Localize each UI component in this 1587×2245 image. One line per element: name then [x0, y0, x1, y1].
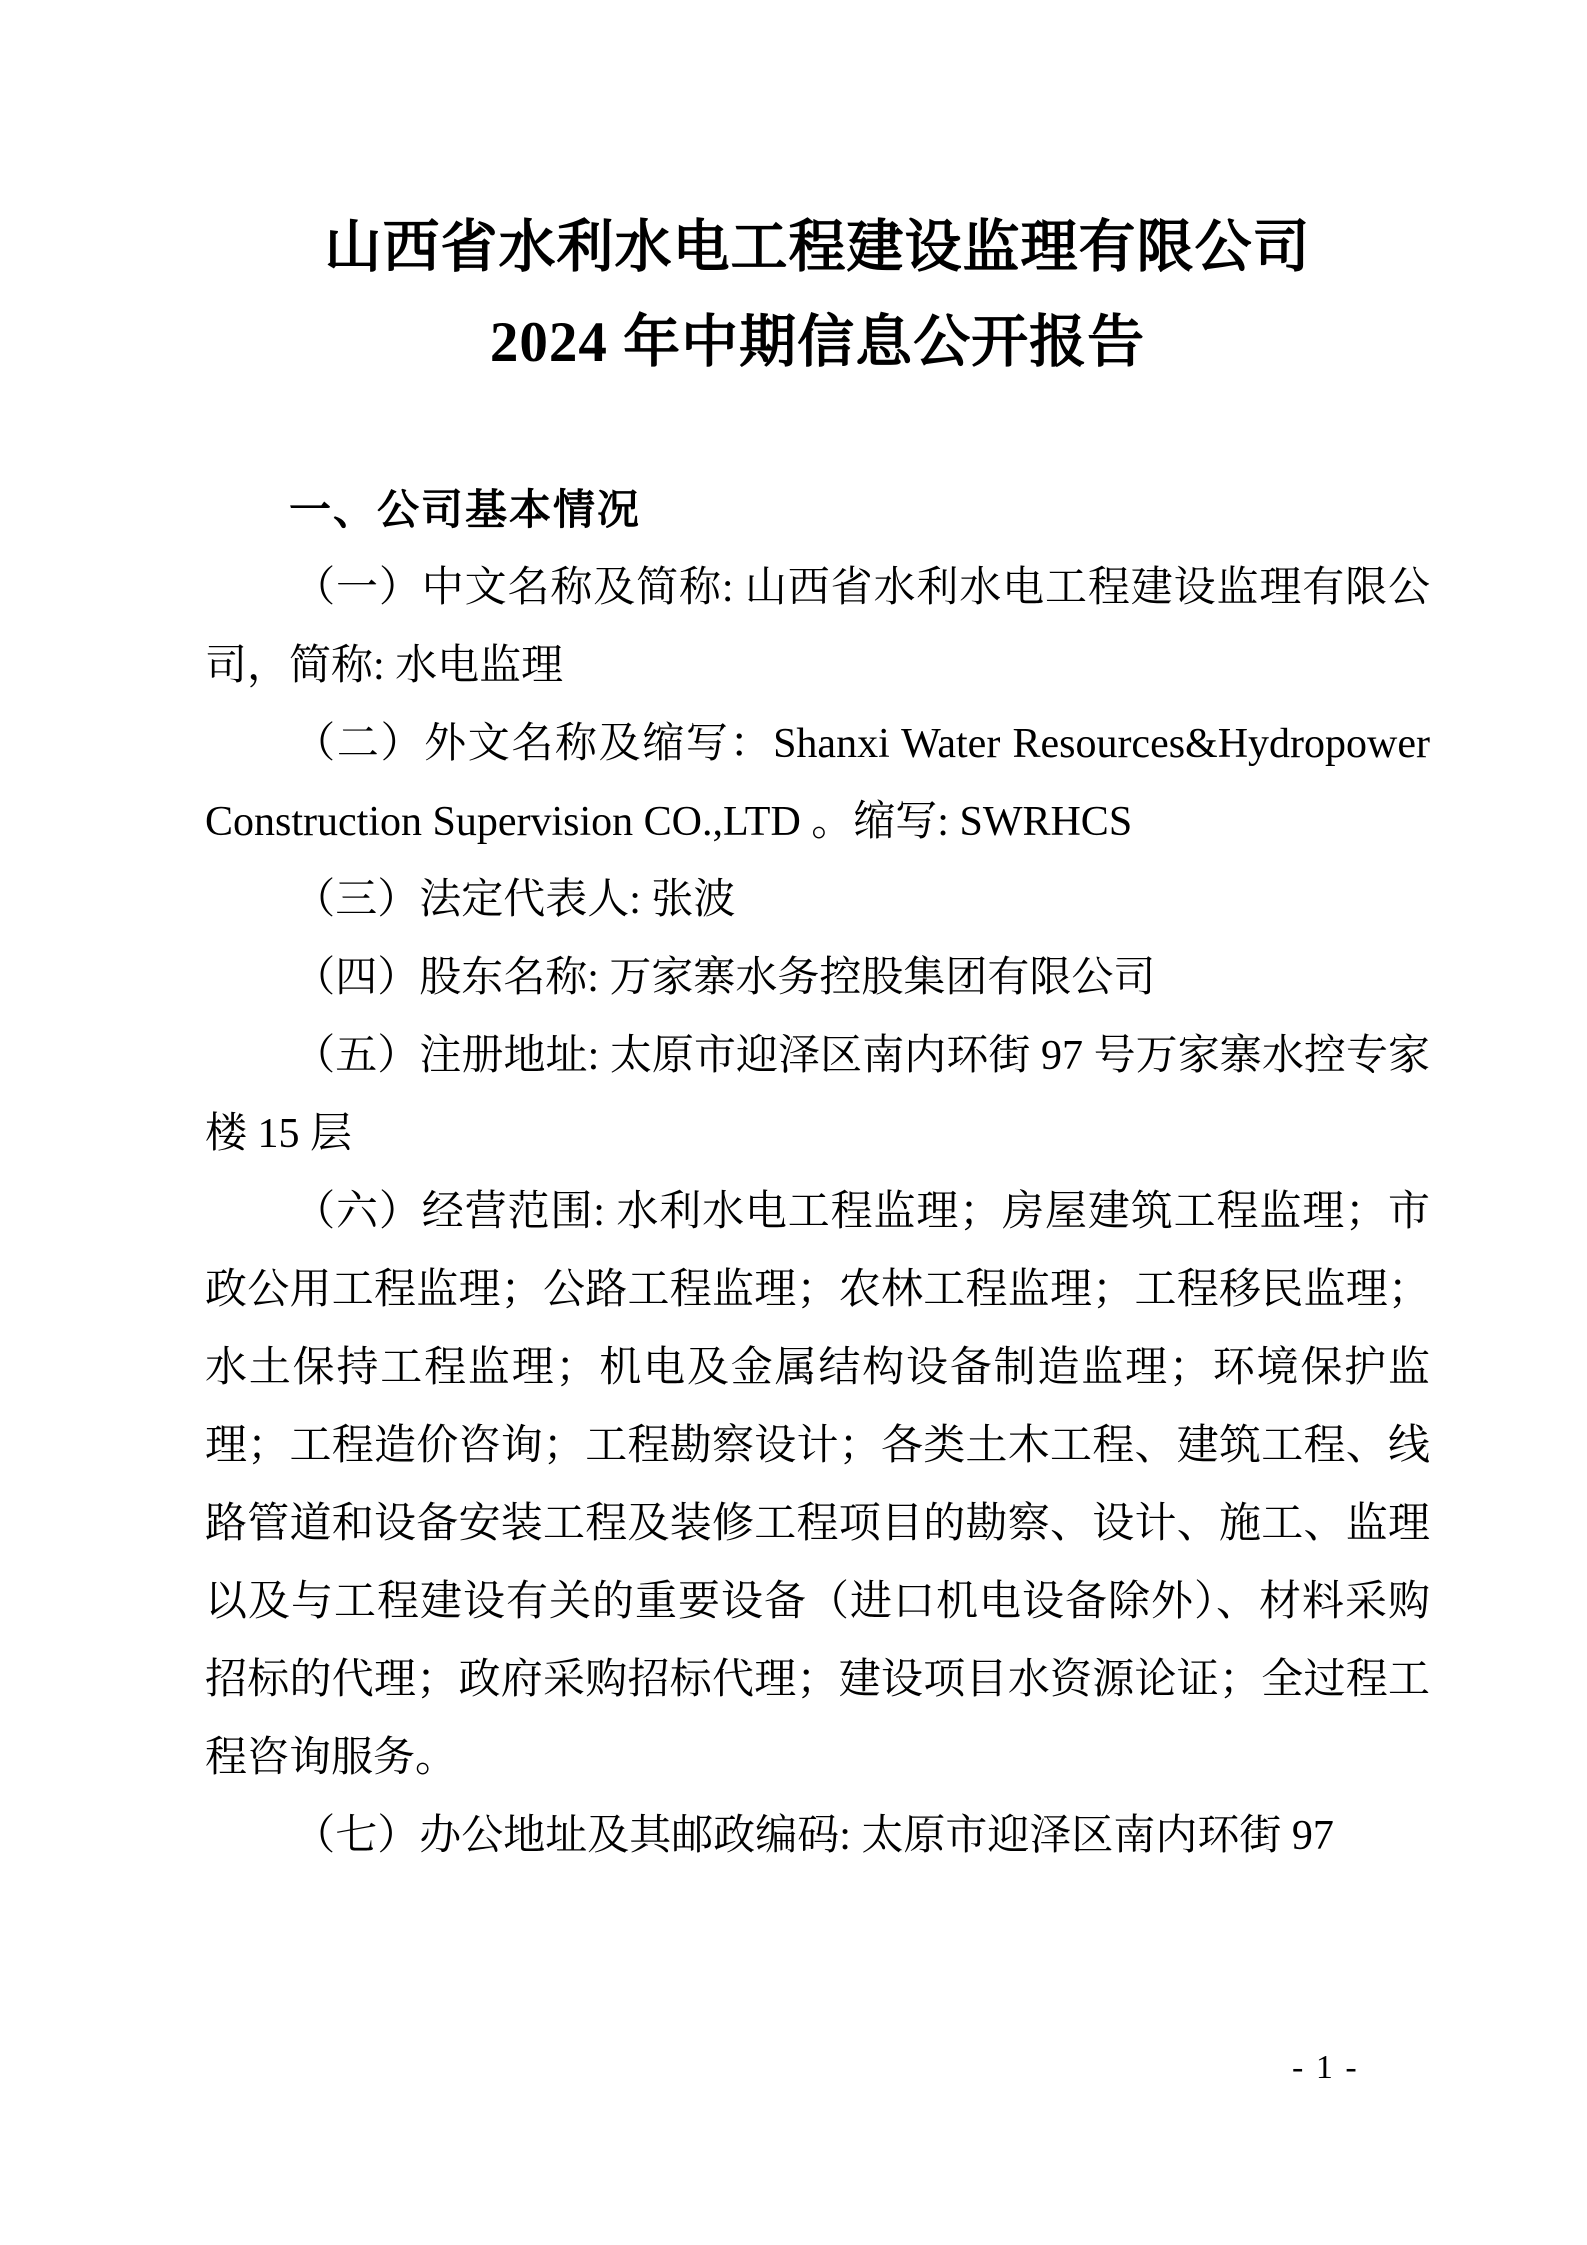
page-number: - 1 - — [1292, 2049, 1359, 2086]
paragraph-office-address: （七）办公地址及其邮政编码: 太原市迎泽区南内环街 97 — [293, 1813, 1334, 1859]
paragraph-business-scope: （六）经营范围: 水利水电工程监理；房屋建筑工程监理；市政公用工程监理；公路工程监理；农林工程监理；工程移民监理；水土保持工程监理；机电及金属结构设备制造监理；环境保护监理；工程造价咨询；工程勘察设计；各类土木工程、建筑工程、线路管道和设备安装工程及装修工程项目的勘察、设计、施工、监理以及与工程建设有关的重要设备（进口机电设备除外）、材料采购招标的代理；政府采购招标代理；建设项目水资源论证；全过程工程咨询服务。 — [205, 1189, 1430, 1781]
paragraph-chinese-name: （一）中文名称及简称: 山西省水利水电工程建设监理有限公司，简称: 水电监理 — [205, 565, 1430, 689]
title-line-1: 山西省水利水电工程建设监理有限公司 — [324, 216, 1311, 279]
paragraph-shareholder-name: （四）股东名称: 万家寨水务控股集团有限公司 — [293, 955, 1156, 1001]
document-title — [205, 200, 1430, 390]
paragraph-registered-address: （五）注册地址: 太原市迎泽区南内环街 97 号万家寨水控专家楼 15 层 — [205, 1033, 1430, 1157]
paragraph-legal-representative: （三）法定代表人: 张波 — [293, 877, 736, 923]
section-heading-company-basic-info: 一、公司基本情况 — [289, 486, 642, 533]
title-line-2: 2024 年中期信息公开报告 — [489, 311, 1146, 374]
paragraph-english-name: （二）外文名称及缩写：Shanxi Water Resources&Hydropower Construction Supervision CO.,LTD 。缩写: SWRHCS — [205, 721, 1430, 845]
